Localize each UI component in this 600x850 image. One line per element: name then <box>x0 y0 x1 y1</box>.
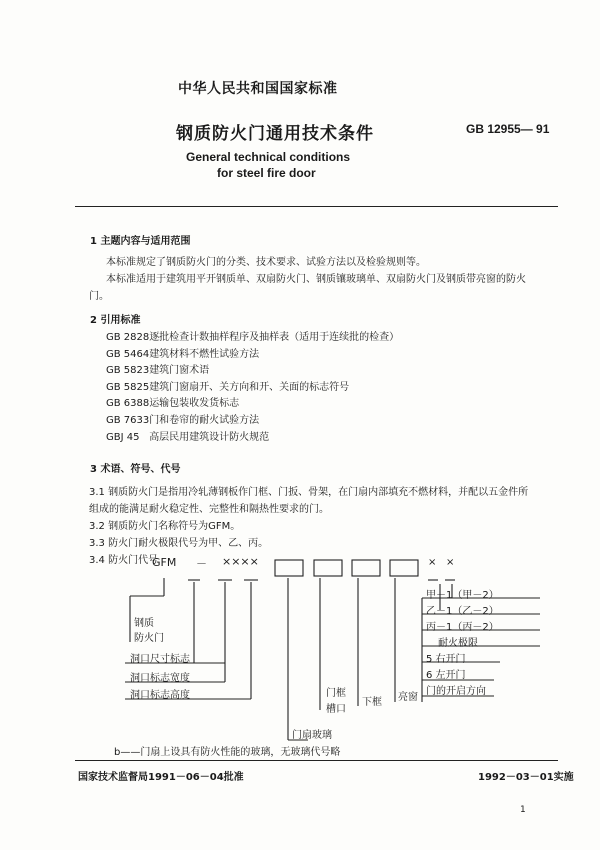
clause-3-2: 3.2 钢质防火门名称符号为GFM。 <box>89 521 241 532</box>
grade-b: 乙－1（乙－2） <box>426 606 499 617</box>
label-opening-height: 洞口标志高度 <box>130 690 190 701</box>
english-title-line-2: for steel fire door <box>217 166 316 180</box>
code-size-placeholder: ×××× <box>222 555 259 568</box>
effective-date: 1992－03－01实施 <box>478 772 574 783</box>
reference-item: GB 5464 建筑材料不燃性试验方法 <box>106 348 260 360</box>
label-fire-door: 防火门 <box>134 633 164 644</box>
code-x-placeholder: × <box>428 557 437 568</box>
label-door-glass: 门扇玻璃 <box>292 730 332 741</box>
grade-c: 丙－1（丙－2） <box>426 622 499 633</box>
section-1-heading: 1 主题内容与适用范围 <box>90 236 191 247</box>
reference-item: GB 5823 建筑门窗术语 <box>106 365 210 377</box>
code-x-placeholder: × <box>446 557 455 568</box>
reference-item: GB 5825 建筑门窗扇开、关方向和开、关面的标志符号 <box>106 381 350 393</box>
reference-item: GB 6388 运输包装收发货标志 <box>106 398 240 410</box>
footer-divider <box>75 760 558 761</box>
label-frame-slot-2: 槽口 <box>326 704 346 715</box>
clause-3-1-line-1: 3.1 钢质防火门是指用冷轧薄钢板作门框、门扳、骨架，在门扇内部填充不燃材料，并配以五金件所 <box>89 487 529 498</box>
label-bottom-frame: 下框 <box>362 697 382 708</box>
code-box-transom <box>390 560 418 576</box>
standard-number: GB 12955— 91 <box>466 122 550 136</box>
reference-item: GB 7633 门和卷帘的耐火试验方法 <box>106 414 260 426</box>
clause-3-3: 3.3 防火门耐火极限代号为甲、乙、丙。 <box>89 538 269 549</box>
section-1-paragraph-2-line-1: 本标准适用于建筑用平开钢质单、双扇防火门、钢质镶玻璃单、双扇防火门及钢质带亮窗的防火 <box>106 274 526 285</box>
label-transom: 亮窗 <box>398 692 418 703</box>
section-1-paragraph-2-line-2: 门。 <box>89 291 109 302</box>
approval-note: 国家技术监督局1991－06－04批准 <box>78 772 244 783</box>
reference-item: GBJ 45 高层民用建筑设计防火规范 <box>106 431 270 443</box>
label-frame-slot-1: 门框 <box>326 688 346 699</box>
label-fire-resistance-limit: 耐火极限 <box>438 638 478 649</box>
label-steel: 钢质 <box>134 618 154 629</box>
label-left-opening: 6 左开门 <box>426 670 466 681</box>
diagram-footnote: b——门扇上设具有防火性能的玻璃，无玻璃代号略 <box>114 747 341 758</box>
code-box-bottom-frame <box>352 560 380 576</box>
code-prefix-gfm: GFM <box>152 556 177 569</box>
english-title-line-1: General technical conditions <box>186 150 351 164</box>
label-right-opening: 5 右开门 <box>426 654 466 665</box>
page-number: 1 <box>520 805 526 815</box>
code-dash: － <box>196 557 207 570</box>
clause-3-1-line-2: 组成的能满足耐火稳定性、完整性和隔热性要求的门。 <box>89 504 329 515</box>
code-box-glass <box>314 560 342 576</box>
grade-a: 甲－1（甲－2） <box>426 590 499 601</box>
reference-item: GB 2828 逐批检查计数抽样程序及抽样表（适用于连续批的检查） <box>106 332 400 343</box>
label-opening-width: 洞口标志宽度 <box>130 673 190 684</box>
section-2-heading: 2 引用标准 <box>90 315 141 326</box>
label-opening-direction: 门的开启方向 <box>426 686 486 697</box>
document-title: 钢质防火门通用技术条件 <box>176 124 374 144</box>
issuing-body-title: 中华人民共和国国家标准 <box>178 81 338 97</box>
code-box-frame-slot <box>275 560 303 576</box>
section-1-paragraph-1: 本标准规定了钢质防火门的分类、技术要求、试验方法以及检验规则等。 <box>106 257 426 268</box>
section-3-heading: 3 术语、符号、代号 <box>90 464 181 475</box>
label-opening-size: 洞口尺寸标志 <box>130 654 190 665</box>
clause-3-4: 3.4 防火门代号 <box>89 555 159 566</box>
